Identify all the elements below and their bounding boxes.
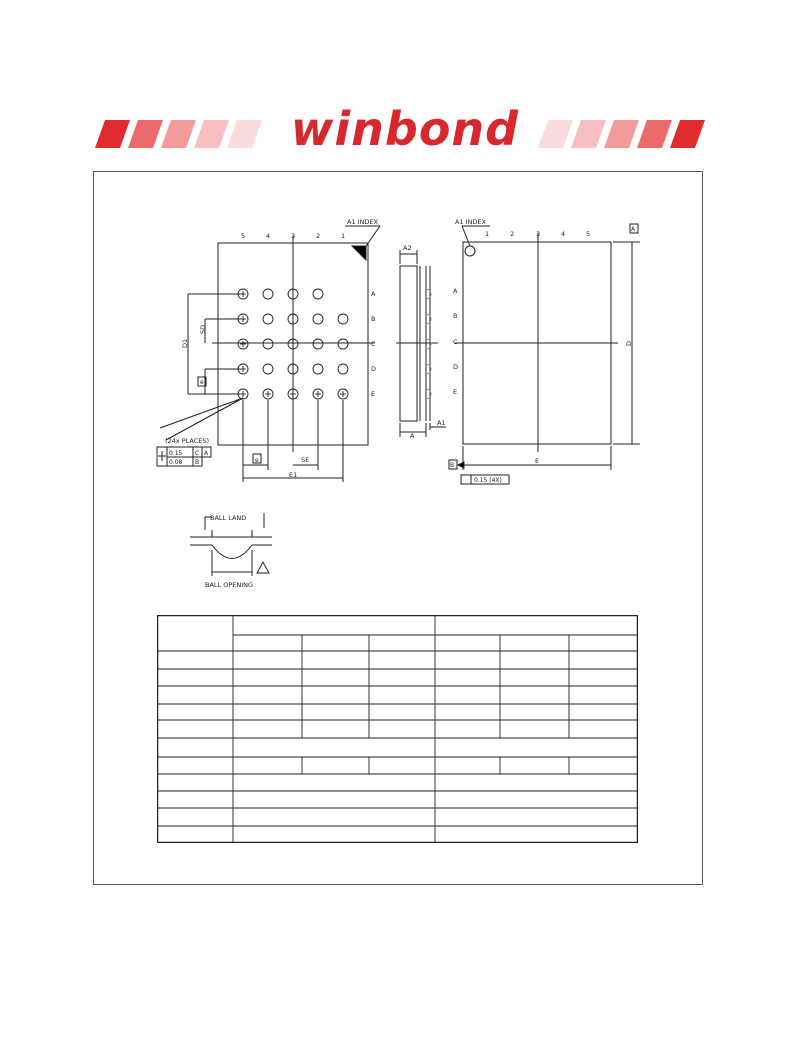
solder-ball	[263, 314, 273, 324]
ball-land-label: BALL LAND	[210, 514, 247, 522]
sd-dim-label: SD	[199, 324, 207, 334]
e-dim-label: E	[535, 457, 540, 465]
bottom-row-letter: B	[371, 315, 376, 323]
top-row-letter: E	[453, 388, 458, 396]
solder-ball	[263, 339, 273, 349]
a1-label: A1	[437, 419, 446, 427]
tol-b-label: B	[195, 459, 200, 466]
brand-logo: winbond	[290, 102, 520, 156]
solder-ball	[263, 364, 273, 374]
tol-c-label: C	[195, 450, 200, 457]
dimension-table	[157, 615, 638, 843]
tol-a-label: A	[204, 450, 209, 457]
top-col-number: 3	[536, 230, 541, 238]
datum-b-label: B	[450, 462, 455, 469]
tol2-value: 0.08	[169, 459, 183, 466]
top-col-number: 1	[485, 230, 490, 238]
top-col-number: 5	[586, 230, 591, 238]
top-row-letter: C	[453, 338, 458, 346]
datum-a-label: A	[631, 226, 636, 233]
top-row-letter: A	[453, 287, 458, 295]
top-col-number: 2	[510, 230, 515, 238]
a1-index-label: A1 INDEX	[347, 218, 378, 226]
solder-ball	[338, 314, 348, 324]
flatness-label: 0.15 (4X)	[474, 477, 502, 484]
bottom-col-number: 1	[341, 232, 346, 240]
places-label: (24x PLACES)	[165, 437, 210, 445]
solder-ball	[313, 289, 323, 299]
bottom-col-number: 4	[266, 232, 271, 240]
se-dim-label: SE	[301, 456, 310, 464]
e1-dim-label: E1	[289, 471, 298, 479]
bottom-col-number: 2	[316, 232, 321, 240]
d-dim-label: D	[625, 340, 633, 346]
bottom-col-number: 3	[291, 232, 296, 240]
bottom-row-letter: C	[371, 340, 376, 348]
top-col-number: 4	[561, 230, 566, 238]
top-row-letter: D	[453, 363, 459, 371]
bottom-row-letter: E	[371, 390, 376, 398]
se-datum-label: e	[255, 457, 259, 464]
solder-ball	[338, 364, 348, 374]
bottom-col-number: 5	[241, 232, 246, 240]
solder-ball	[313, 339, 323, 349]
solder-ball	[313, 364, 323, 374]
d1-dim-label: D1	[181, 338, 189, 348]
a2-label: A2	[403, 244, 412, 252]
top-row-letter: B	[453, 312, 458, 320]
a1-index-label-top: A1 INDEX	[455, 218, 486, 226]
a-label: A	[410, 432, 415, 440]
tol1-value: 0.15	[169, 450, 183, 457]
sd-datum-label: e	[200, 379, 204, 386]
solder-ball	[338, 339, 348, 349]
ball-opening-label: BALL OPENING	[205, 581, 254, 589]
bottom-row-letter: D	[371, 365, 377, 373]
solder-ball	[263, 289, 273, 299]
solder-ball	[313, 314, 323, 324]
bottom-row-letter: A	[371, 290, 376, 298]
